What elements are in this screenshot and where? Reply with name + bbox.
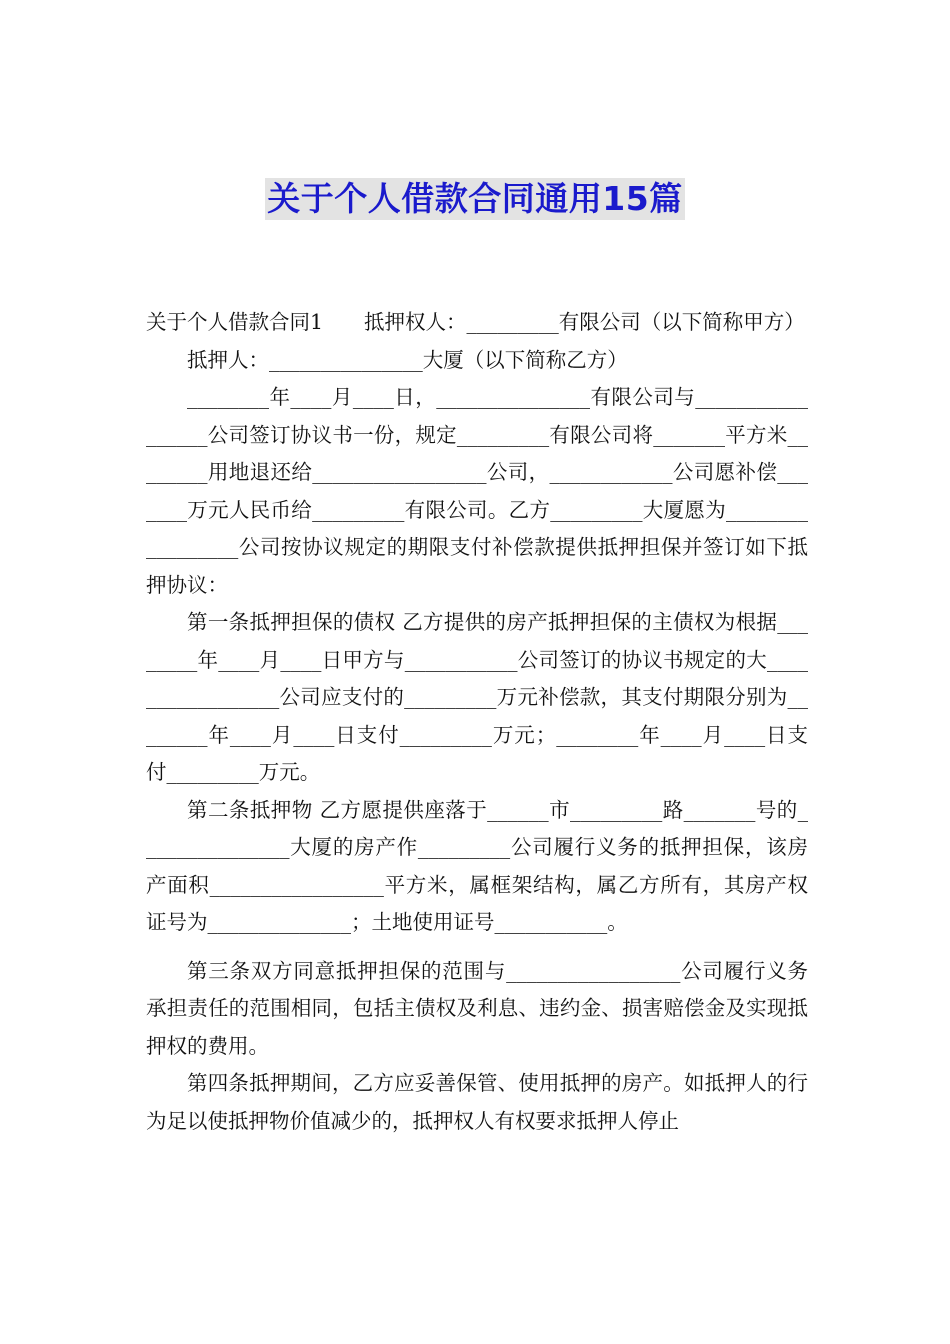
paragraph-mortgagor: 抵押人：_______________大厦（以下简称乙方）	[187, 347, 628, 372]
paragraph-article-4: 第四条抵押期间，乙方应妥善保管、使用抵押的房产。如抵押人的行为足以使抵押物价值减少的，抵押权人有权要求抵押人停止	[146, 1071, 808, 1133]
document-title: 关于个人借款合同通用15篇	[267, 179, 683, 218]
paragraph-article-2: 第二条抵押物 乙方愿提供座落于______市_________路_______号的_______________大厦的房产作_________公司履行义务的抵押担保，该房产面积_________________平方米，属框架结构，属乙方所有，其房产权证号为______________；土地使用证号___________。	[146, 797, 808, 934]
paragraph-article-1: 第一条抵押担保的债权 乙方提供的房产抵押担保的主债权为根据________年____月____日甲方与___________公司签订的协议书规定的大_________________公司应支付的_________万元补偿款，其支付期限分别为________年____月____日支付_________万元；________年____月____日支付_________万元。	[146, 610, 808, 784]
title-container	[0, 178, 950, 220]
paragraph-article-3: 第三条双方同意抵押担保的范围与_________________公司履行义务承担责任的范围相同，包括主债权及利息、违约金、损害赔偿金及实现抵押权的费用。	[146, 958, 808, 1058]
paragraph-intro: 关于个人借款合同1 抵押权人：_________有限公司（以下简称甲方）	[146, 310, 805, 334]
document-body	[146, 304, 808, 1140]
paragraph-background: ________年____月____日，_______________有限公司与_________________公司签订协议书一份，规定_________有限公司将_______平方米________用地退还给_________________公司，____________公司愿补偿_______万元人民币给_________有限公司。乙方_________大厦愿为_________________公司按协议规定的期限支付补偿款提供抵押担保并签订如下抵押协议：	[146, 385, 808, 597]
